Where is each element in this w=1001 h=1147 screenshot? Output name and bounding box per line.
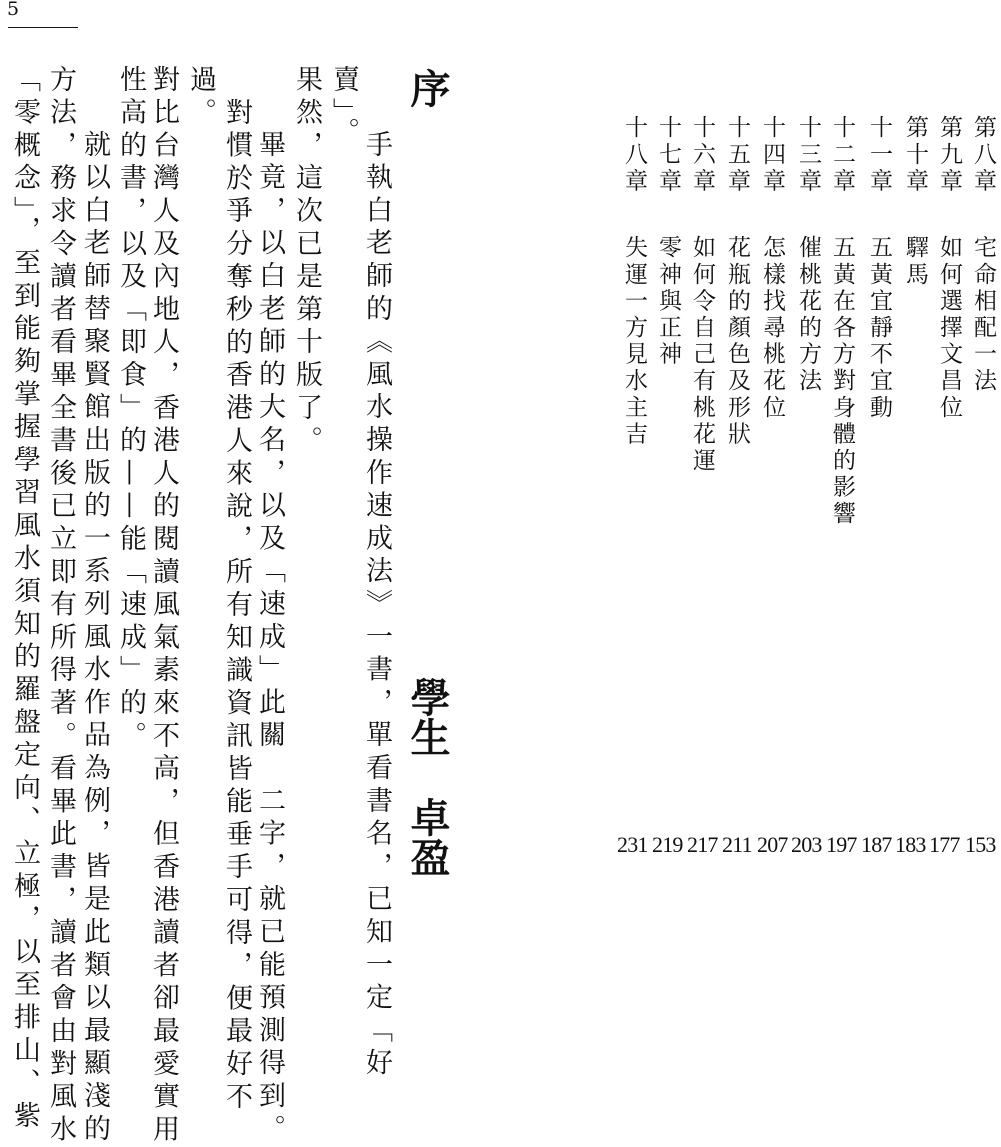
- toc-page: 211: [722, 832, 752, 857]
- preface-line: 畢竟，以白老師的大名，以及「速成」此關 二字，就已能預測得到。: [254, 130, 285, 1147]
- preface-line: 過。: [185, 65, 216, 131]
- toc-title: 五黃在各方對身體的影響: [829, 235, 855, 528]
- toc-title: 怎樣找尋桃花位: [759, 235, 785, 422]
- toc-chapter: 十六章: [689, 115, 715, 195]
- toc-page: 203: [791, 832, 822, 857]
- toc-title: 如何令自己有桃花運: [689, 235, 715, 475]
- preface-line: 就以白老師替聚賢館出版的一系列風水作品為例，皆是此類以最顯淺的: [79, 130, 110, 1147]
- toc-page: 183: [895, 832, 926, 857]
- toc-title: 驛馬: [902, 235, 928, 289]
- toc-chapter: 十七章: [655, 115, 681, 195]
- toc-title: 五黃宜靜不宜動: [866, 235, 892, 422]
- preface-line: 性高的書，以及「即食」的——能「速成」的。: [115, 65, 146, 754]
- toc-title: 失運一方見水主吉: [621, 235, 647, 448]
- toc-chapter: 十五章: [724, 115, 750, 195]
- toc-title: 花瓶的顏色及形狀: [724, 235, 750, 448]
- preface-line: 方法，務求令讀者看畢全書後已立即有所得著。看畢此書，讀者會由對風水: [45, 65, 76, 1147]
- toc-chapter: 第九章: [936, 115, 962, 195]
- preface-line: 手執白老師的《風水操作速成法》一書，單看書名，已知一定「好: [361, 130, 392, 1082]
- preface-line: 賣」。: [328, 65, 359, 150]
- toc-page: 197: [826, 832, 857, 857]
- preface-line: 對慣於爭分奪秒的香港人來說，所有知識資訊皆能垂手可得，便最好不: [221, 98, 252, 1115]
- preface-line: 對比台灣人及內地人，香港人的閱讀風氣素來不高，但香港讀者卻最愛實用: [148, 65, 179, 1147]
- preface-line: 果然，這次已是第十版了。: [291, 65, 322, 459]
- toc-title: 如何選擇文昌位: [936, 235, 962, 422]
- toc-chapter: 第十章: [902, 115, 928, 195]
- toc-chapter: 十二章: [829, 115, 855, 195]
- toc-chapter: 十八章: [621, 115, 647, 195]
- toc-chapter: 十四章: [759, 115, 785, 195]
- preface-author: 學生 卓盈: [404, 677, 451, 877]
- toc-chapter: 第八章: [970, 115, 996, 195]
- toc-page: 219: [652, 832, 683, 857]
- toc-chapter: 十一章: [866, 115, 892, 195]
- toc-page: 207: [757, 832, 788, 857]
- toc-page: 177: [929, 832, 960, 857]
- toc-page: 217: [687, 832, 718, 857]
- toc-page: 231: [617, 832, 648, 857]
- page-number-rule: [8, 27, 78, 28]
- toc-title: 零神與正神: [655, 235, 681, 368]
- toc-title: 宅命相配一法: [970, 235, 996, 395]
- toc-title: 催桃花的方法: [795, 235, 821, 395]
- page-number: 5: [7, 0, 20, 20]
- toc-page: 153: [965, 832, 996, 857]
- preface-title: 序: [404, 68, 451, 108]
- toc-page: 187: [861, 832, 892, 857]
- toc-chapter: 十三章: [795, 115, 821, 195]
- preface-line: 「零概念」，至到能夠掌握學習風水須知的羅盤定向、立極，以至排山、紫: [9, 65, 40, 1134]
